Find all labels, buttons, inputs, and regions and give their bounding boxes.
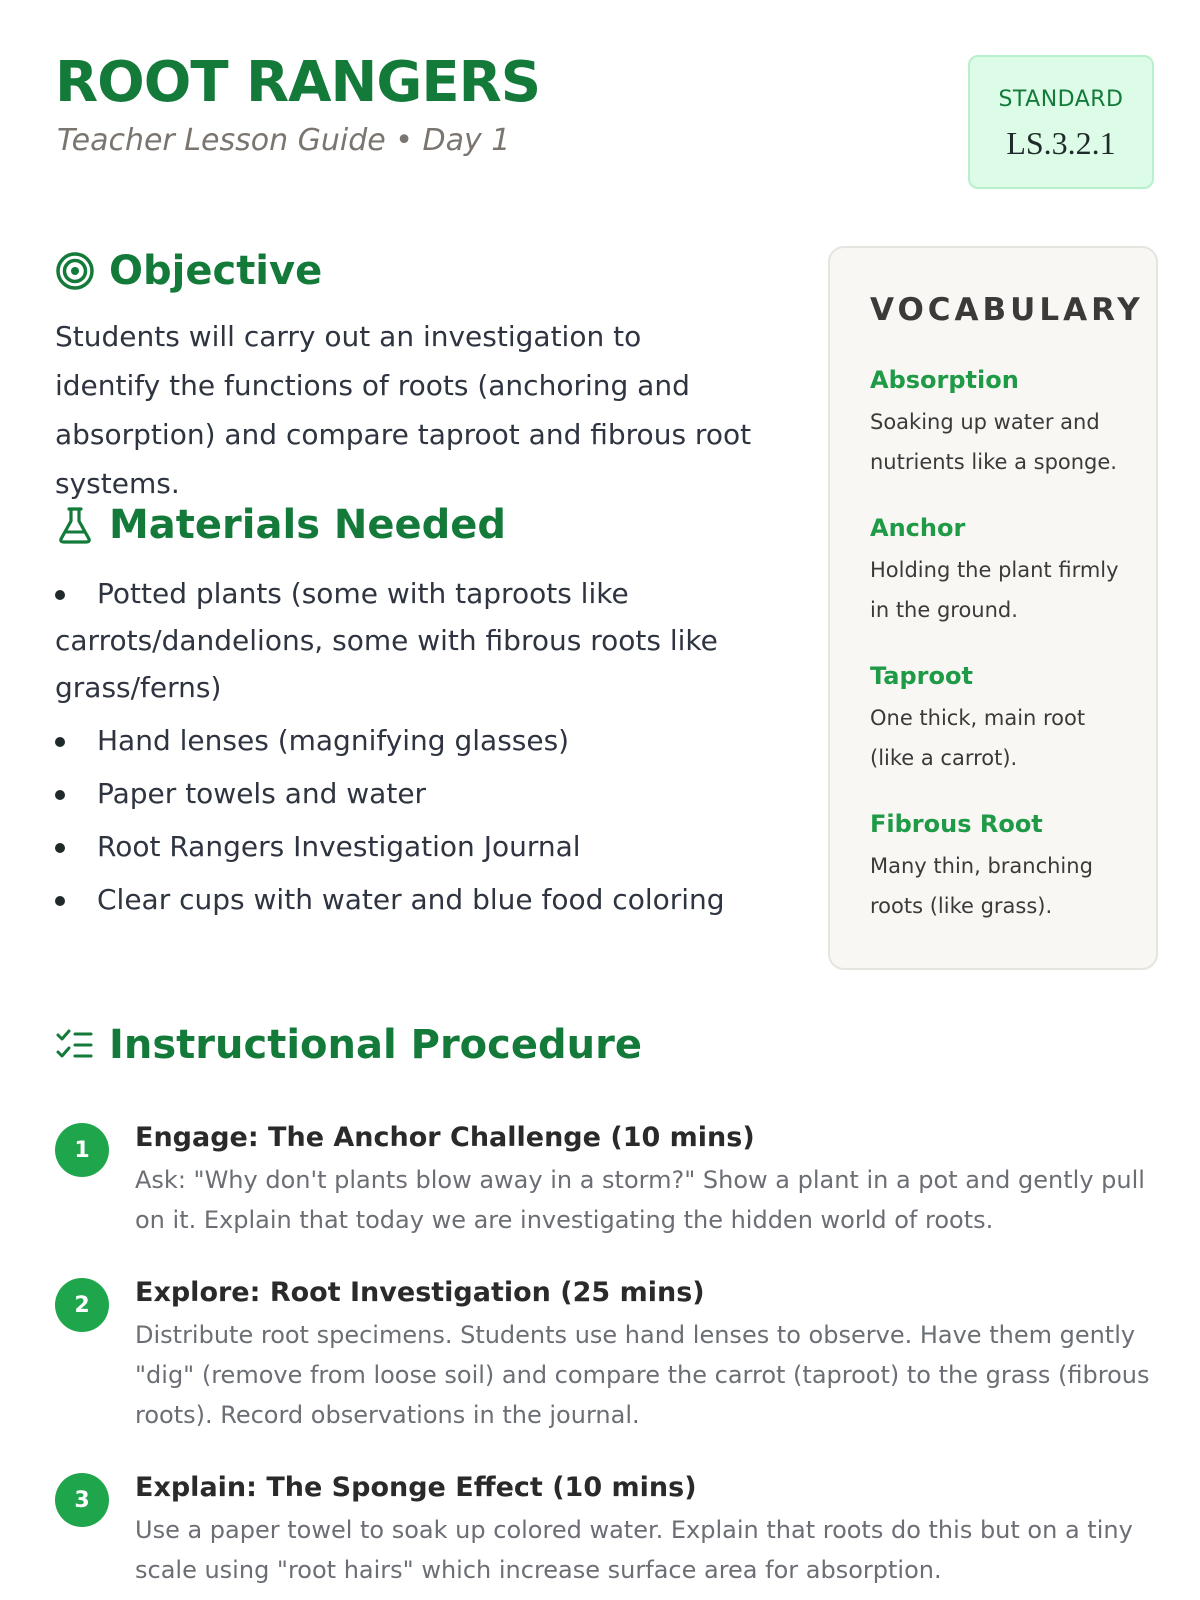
vocabulary-card xyxy=(828,246,1158,970)
list-item xyxy=(55,823,755,870)
materials-item-text: Clear cups with water and blue food coloring xyxy=(97,883,725,916)
materials-heading xyxy=(55,502,506,548)
list-item xyxy=(55,570,755,711)
bullet-icon xyxy=(55,590,65,600)
flask-icon xyxy=(55,505,95,545)
procedure-heading xyxy=(55,1022,642,1068)
step-title: Engage: The Anchor Challenge (10 mins) xyxy=(135,1122,755,1153)
vocab-term-taproot: Taproot xyxy=(870,662,973,690)
step-number-badge: 3 xyxy=(55,1473,109,1527)
list-item xyxy=(55,770,755,817)
vocab-definition-absorption: Soaking up water and nutrients like a sponge. xyxy=(870,410,1117,474)
vocab-definition-anchor: Holding the plant firmly in the ground. xyxy=(870,558,1119,622)
list-item xyxy=(55,717,755,764)
step-description: Ask: "Why don't plants blow away in a storm?" Show a plant in a pot and gently pull on it. Explain that today we are investigating the hidden world of roots. xyxy=(135,1166,1145,1234)
vocabulary-title: VOCABULARY xyxy=(870,292,1144,328)
objective-heading-text: Objective xyxy=(109,248,323,294)
materials-item-text: Hand lenses (magnifying glasses) xyxy=(97,724,570,757)
procedure-heading-text: Instructional Procedure xyxy=(109,1022,642,1068)
step-title: Explore: Root Investigation (25 mins) xyxy=(135,1277,705,1308)
step-title: Explain: The Sponge Effect (10 mins) xyxy=(135,1472,697,1503)
materials-list xyxy=(55,570,755,929)
step-number-badge: 1 xyxy=(55,1123,109,1177)
materials-item-text: Root Rangers Investigation Journal xyxy=(97,830,581,863)
objective-text: Students will carry out an investigation to identify the functions of roots (anchoring and absorption) and compare taproot and fibrous root systems. xyxy=(55,320,752,500)
vocab-term-anchor: Anchor xyxy=(870,514,966,542)
standard-badge xyxy=(968,55,1154,189)
standard-label: STANDARD xyxy=(998,87,1124,112)
materials-heading-text: Materials Needed xyxy=(109,502,507,548)
materials-item-text: Paper towels and water xyxy=(97,777,427,810)
step-description: Use a paper towel to soak up colored water. Explain that roots do this but on a tiny scale using "root hairs" which increase surface area for absorption. xyxy=(135,1516,1133,1584)
vocab-definition-fibrous-root: Many thin, branching roots (like grass). xyxy=(870,854,1093,918)
materials-item-text: Potted plants (some with taproots like carrots/dandelions, some with fibrous roots like grass/ferns) xyxy=(55,577,718,704)
bullet-icon xyxy=(55,843,65,853)
step-description: Distribute root specimens. Students use hand lenses to observe. Have them gently "dig" (remove from loose soil) and compare the carrot (taproot) to the grass (fibrous roots). Record observations in the journal. xyxy=(135,1321,1150,1429)
objective-heading xyxy=(55,248,322,294)
page-title: ROOT RANGERS xyxy=(55,50,541,115)
vocab-definition-taproot: One thick, main root (like a carrot). xyxy=(870,706,1086,770)
standard-code: LS.3.2.1 xyxy=(1006,125,1116,161)
step-number-badge: 2 xyxy=(55,1278,109,1332)
checklist-icon xyxy=(55,1025,95,1065)
bullet-icon xyxy=(55,737,65,747)
vocab-term-absorption: Absorption xyxy=(870,366,1019,394)
target-icon xyxy=(55,251,95,291)
bullet-icon xyxy=(55,790,65,800)
vocab-term-fibrous-root: Fibrous Root xyxy=(870,810,1043,838)
list-item xyxy=(55,876,755,923)
page-subtitle: Teacher Lesson Guide • Day 1 xyxy=(57,123,511,158)
bullet-icon xyxy=(55,896,65,906)
